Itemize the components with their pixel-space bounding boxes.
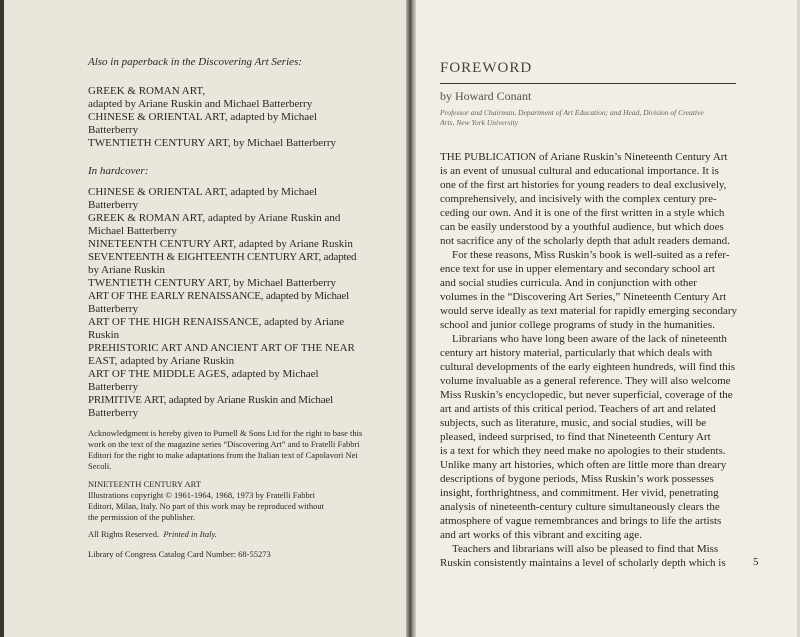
- paperback-line: Batterberry: [88, 124, 139, 136]
- paperback-heading: Also in paperback in the Discovering Art Series:: [88, 56, 302, 68]
- paperback-line: adapted by Ariane Ruskin and Michael Batterberry: [88, 98, 313, 110]
- acknowledgment-line: Secoli.: [88, 461, 112, 471]
- hardcover-line: TWENTIETH CENTURY ART, by Michael Batterberry: [88, 277, 336, 289]
- loc-number: Library of Congress Catalog Card Number: 68-55273: [88, 549, 271, 559]
- foreword-title: FOREWORD: [440, 60, 533, 76]
- hardcover-line: ART OF THE HIGH RENAISSANCE, adapted by Ariane: [88, 316, 345, 328]
- body-line: one of the first art histories for young readers to deal exclusively,: [440, 179, 727, 191]
- body-line: pleased, indeed surprised, to find that Nineteenth Century Art: [440, 431, 711, 443]
- body-line: atmosphere of vague remembrances and brings to life the artists: [440, 515, 722, 527]
- body-line: Ruskin consistently maintains a level of scholarly depth which is: [440, 557, 726, 569]
- page-number: 5: [753, 556, 759, 568]
- body-line: art and artists of this critical period. Teachers of art and related: [440, 403, 716, 415]
- page-edge-left: [0, 0, 4, 637]
- copyright-line: NINETEENTH CENTURY ART: [88, 479, 201, 489]
- copyright-line: the permission of the publisher.: [88, 512, 195, 522]
- body-line: Unlike many art histories, which often are little more than dreary: [440, 459, 727, 471]
- paperback-line: TWENTIETH CENTURY ART, by Michael Batterberry: [88, 137, 336, 149]
- body-line: would serve ideally as text material for rapidly emerging secondary: [440, 305, 737, 317]
- copyright-line: Editori, Milan, Italy. No part of this work may be reproduced without: [88, 501, 324, 511]
- printed-text: Printed in Italy.: [163, 529, 217, 539]
- hardcover-line: NINETEENTH CENTURY ART, adapted by Ariane Ruskin: [88, 238, 353, 250]
- acknowledgment-line: Acknowledgment is hereby given to Purnell & Sons Ltd for the right to base this: [88, 428, 363, 438]
- author-affiliation: Professor and Chairman, Department of Art Education; and Head, Division of Creative: [440, 108, 704, 117]
- body-line: descriptions of bygone periods, Miss Ruskin’s work possesses: [440, 473, 714, 485]
- body-line: THE PUBLICATION of Ariane Ruskin’s Nineteenth Century Art: [440, 151, 728, 163]
- hardcover-line: Ruskin: [88, 329, 120, 341]
- hardcover-line: ART OF THE MIDDLE AGES, adapted by Michael: [88, 368, 319, 380]
- body-line: ence text for use in upper elementary and secondary school art: [440, 263, 715, 275]
- hardcover-line: by Ariane Ruskin: [88, 264, 165, 276]
- hardcover-line: EAST, adapted by Ariane Ruskin: [88, 355, 235, 367]
- hardcover-line: GREEK & ROMAN ART, adapted by Ariane Ruskin and: [88, 212, 341, 224]
- hardcover-line: Batterberry: [88, 199, 139, 211]
- body-line: can be easily understood by a youthful audience, but which does: [440, 221, 724, 233]
- hardcover-line: CHINESE & ORIENTAL ART, adapted by Michael: [88, 186, 318, 198]
- body-line: Miss Ruskin’s encyclopedic, but never superficial, coverage of the: [440, 389, 733, 401]
- body-line: not sacrifice any of the scholarly depth that adult readers demand.: [440, 235, 730, 247]
- paperback-line: GREEK & ROMAN ART,: [88, 85, 206, 97]
- book-gutter: [406, 0, 416, 637]
- body-line: subjects, such as literature, music, and social studies, will be: [440, 417, 707, 429]
- body-line: analysis of nineteenth-century culture simultaneously clears the: [440, 501, 720, 513]
- author-byline: by Howard Conant: [440, 89, 532, 103]
- author-affiliation: Arts, New York University: [440, 118, 519, 127]
- hardcover-line: Michael Batterberry: [88, 225, 177, 237]
- body-line: For these reasons, Miss Ruskin’s book is well-suited as a refer-: [452, 249, 730, 261]
- body-line: comprehensively, and incisively with the complex century pre-: [440, 193, 717, 205]
- rights-line: [88, 529, 217, 540]
- hardcover-line: PREHISTORIC ART AND ANCIENT ART OF THE NEAR: [88, 342, 355, 354]
- hardcover-line: SEVENTEENTH & EIGHTEENTH CENTURY ART, adapted: [88, 251, 357, 263]
- copyright-line: Illustrations copyright © 1961-1964, 1968, 1973 by Fratelli Fabbri: [88, 490, 315, 500]
- body-line: insight, forthrightness, and commitment. Her vivid, penetrating: [440, 487, 719, 499]
- body-line: cultural developments of the early eighteen hundreds, will find this: [440, 361, 736, 373]
- hardcover-line: Batterberry: [88, 407, 139, 419]
- body-line: is a text for which they need make no apologies to their students.: [440, 445, 726, 457]
- paperback-line: CHINESE & ORIENTAL ART, adapted by Michael: [88, 111, 318, 123]
- body-line: ceding our own. And it is one of the first written in a style which: [440, 207, 725, 219]
- body-line: Teachers and librarians will also be pleased to find that Miss: [452, 543, 719, 555]
- hardcover-heading: In hardcover:: [88, 165, 149, 177]
- body-line: and art works of this vibrant and exciting age.: [440, 529, 642, 541]
- hardcover-line: ART OF THE EARLY RENAISSANCE, adapted by Michael: [88, 290, 349, 302]
- body-line: and social studies curricula. And in conjunction with other: [440, 277, 697, 289]
- body-line: volume invaluable as a general reference. They will also welcome: [440, 375, 731, 387]
- body-line: volumes in the “Discovering Art Series,” Nineteenth Century Art: [440, 291, 727, 303]
- body-line: is an event of unusual cultural and educational importance. It is: [440, 165, 719, 177]
- body-line: Librarians who have long been aware of the lack of nineteenth: [452, 333, 727, 345]
- body-line: school and junior college programs of study in the humanities.: [440, 319, 715, 331]
- hardcover-line: Batterberry: [88, 303, 139, 315]
- acknowledgment-line: work on the text of the magazine series “Discovering Art” and to Fratelli Fabbri: [88, 439, 360, 449]
- title-rule: [440, 83, 736, 84]
- hardcover-line: PRIMITIVE ART, adapted by Ariane Ruskin and Michael: [88, 394, 333, 406]
- hardcover-line: Batterberry: [88, 381, 139, 393]
- rights-text: All Rights Reserved.: [88, 529, 160, 539]
- acknowledgment-line: Editori for the right to make adaptations from the Italian text of Capolavori Nei: [88, 450, 358, 460]
- body-line: century art history material, particularly that which deals with: [440, 347, 713, 359]
